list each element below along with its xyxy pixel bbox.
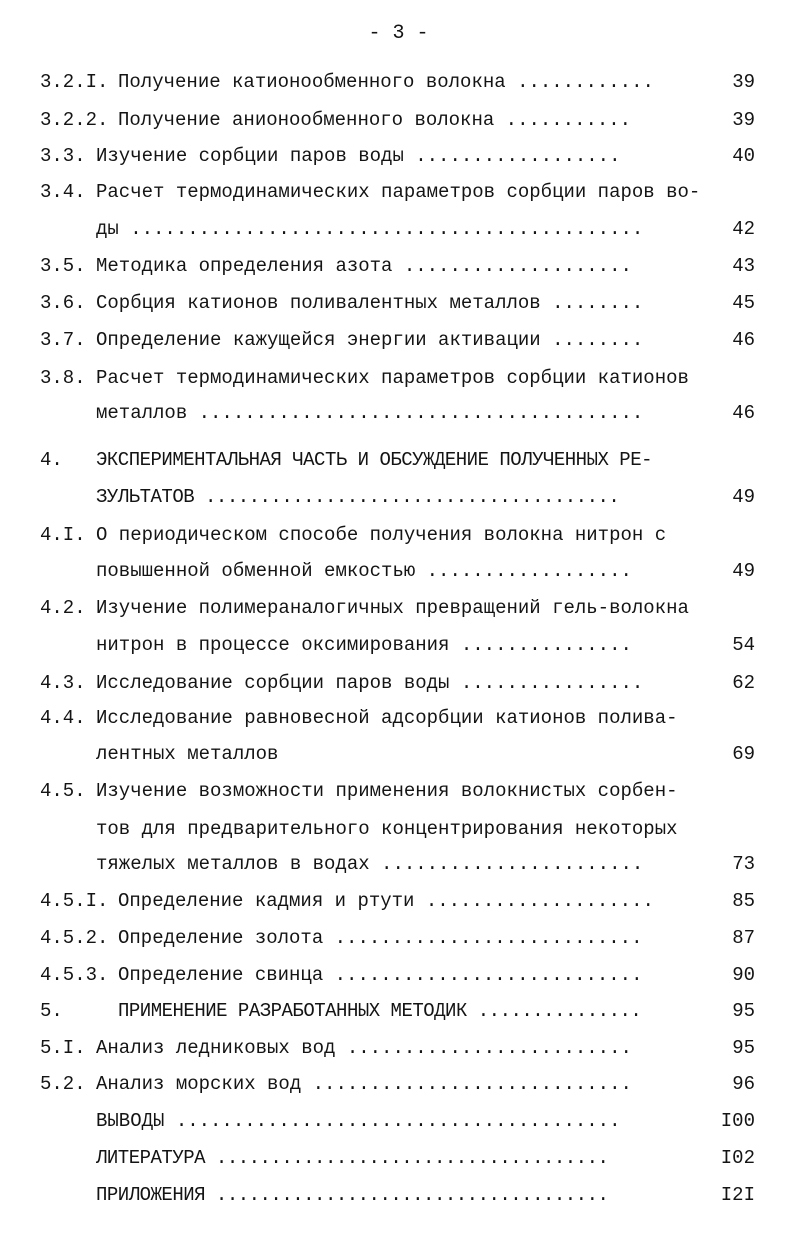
toc-text: О периодическом способе получения волокна нитрон с [96, 524, 667, 546]
toc-entry [0, 446, 797, 474]
page-number: - 3 - [368, 22, 429, 45]
toc-text: ЛИТЕРАТУРА .................................... [96, 1147, 609, 1169]
toc-page: 45 [732, 292, 755, 314]
toc-entry [0, 815, 797, 843]
toc-page: I02 [720, 1147, 755, 1169]
toc-entry [0, 68, 797, 96]
toc-number: 5.I. [40, 1037, 86, 1059]
toc-entry [0, 1107, 797, 1135]
toc-number: 4.5. [40, 780, 86, 802]
toc-number: 3.2.I. [40, 71, 109, 93]
toc-entry [0, 740, 797, 768]
toc-entry [0, 215, 797, 243]
toc-text: ЭКСПЕРИМЕНТАЛЬНАЯ ЧАСТЬ И ОБСУЖДЕНИЕ ПОЛУЧЕННЫХ РЕ- [96, 449, 652, 471]
toc-number: 5. [40, 1000, 63, 1022]
toc-number: 4.I. [40, 524, 86, 546]
toc-page: 46 [732, 329, 755, 351]
toc-text: ПРИМЕНЕНИЕ РАЗРАБОТАННЫХ МЕТОДИК ............... [118, 1000, 642, 1022]
toc-text: Изучение полимераналогичных превращений гель-волокна [96, 597, 689, 619]
toc-number: 3.6. [40, 292, 86, 314]
toc-text: Анализ ледниковых вод ......................... [96, 1037, 632, 1059]
toc-number: 4.4. [40, 707, 86, 729]
toc-text: тяжелых металлов в водах ....................... [96, 853, 644, 875]
toc-number: 4.3. [40, 672, 86, 694]
toc-number: 3.7. [40, 329, 86, 351]
toc-text: ЗУЛЬТАТОВ ...................................... [96, 486, 620, 508]
toc-number: 3.4. [40, 181, 86, 203]
toc-text: Определение кажущейся энергии активации ........ [96, 329, 644, 351]
toc-text: Исследование равновесной адсорбции катионов полива- [96, 707, 678, 729]
toc-entry [0, 961, 797, 989]
toc-number: 4.5.I. [40, 890, 109, 912]
toc-entry [0, 997, 797, 1025]
toc-text: Изучение сорбции паров воды .................. [96, 145, 621, 167]
toc-entry [0, 669, 797, 697]
toc-text: Получение катионообменного волокна ............ [118, 71, 654, 93]
toc-entry [0, 594, 797, 622]
toc-entry [0, 364, 797, 392]
toc-text: Определение кадмия и ртути .................... [118, 890, 654, 912]
toc-page: I00 [720, 1110, 755, 1132]
toc-entry [0, 631, 797, 659]
toc-number: 4.5.2. [40, 927, 109, 949]
toc-entry [0, 1070, 797, 1098]
toc-page: 43 [732, 255, 755, 277]
toc-text: лентных металлов [96, 743, 279, 765]
toc-page: 90 [732, 964, 755, 986]
toc-text: Методика определения азота .................... [96, 255, 632, 277]
toc-page: 87 [732, 927, 755, 949]
toc-page: 95 [732, 1037, 755, 1059]
toc-entry [0, 704, 797, 732]
toc-text: ды ............................................. [96, 218, 644, 240]
toc-number: 4. [40, 449, 63, 471]
toc-text: Сорбция катионов поливалентных металлов ........ [96, 292, 644, 314]
toc-page: 85 [732, 890, 755, 912]
toc-text: тов для предварительного концентрирования некоторых [96, 818, 678, 840]
toc-entry [0, 252, 797, 280]
toc-page: 54 [732, 634, 755, 656]
toc-entry [0, 289, 797, 317]
toc-entry [0, 924, 797, 952]
toc-text: ВЫВОДЫ ....................................... [96, 1110, 621, 1132]
toc-page: 39 [732, 71, 755, 93]
toc-page: 46 [732, 402, 755, 424]
toc-page: 49 [732, 486, 755, 508]
toc-text: Изучение возможности применения волокнистых сорбен- [96, 780, 678, 802]
toc-text: Анализ морских вод ............................ [96, 1073, 632, 1095]
toc-number: 3.3. [40, 145, 86, 167]
toc-page: 49 [732, 560, 755, 582]
toc-entry [0, 887, 797, 915]
toc-text: Расчет термодинамических параметров сорбции катионов [96, 367, 689, 389]
toc-text: Определение свинца ........................... [118, 964, 643, 986]
toc-page: 40 [732, 145, 755, 167]
toc-text: Определение золота ........................... [118, 927, 643, 949]
toc-text: Получение анионообменного волокна ........... [118, 109, 632, 131]
toc-page: 95 [732, 1000, 755, 1022]
toc-page: 42 [732, 218, 755, 240]
toc-page: 62 [732, 672, 755, 694]
toc-number: 4.2. [40, 597, 86, 619]
toc-entry [0, 1034, 797, 1062]
toc-page: 96 [732, 1073, 755, 1095]
toc-page: 39 [732, 109, 755, 131]
toc-entry [0, 106, 797, 134]
toc-text: Исследование сорбции паров воды ................ [96, 672, 644, 694]
toc-number: 3.5. [40, 255, 86, 277]
toc-text: Расчет термодинамических параметров сорбции паров во- [96, 181, 701, 203]
toc-page: 73 [732, 853, 755, 875]
toc-entry [0, 777, 797, 805]
toc-number: 3.2.2. [40, 109, 109, 131]
toc-text: повышенной обменной емкостью .................. [96, 560, 632, 582]
toc-text: нитрон в процессе оксимирования ............... [96, 634, 632, 656]
toc-entry [0, 326, 797, 354]
toc-entry [0, 483, 797, 511]
toc-entry [0, 399, 797, 427]
toc-page: I2I [720, 1184, 755, 1206]
toc-number: 4.5.3. [40, 964, 109, 986]
toc-page: 69 [732, 743, 755, 765]
toc-number: 3.8. [40, 367, 86, 389]
toc-entry [0, 142, 797, 170]
toc-entry [0, 557, 797, 585]
toc-entry [0, 178, 797, 206]
toc-text: ПРИЛОЖЕНИЯ .................................... [96, 1184, 609, 1206]
toc-text: металлов ....................................... [96, 402, 644, 424]
toc-entry [0, 1181, 797, 1209]
toc-entry [0, 1144, 797, 1172]
toc-entry [0, 521, 797, 549]
toc-entry [0, 850, 797, 878]
toc-number: 5.2. [40, 1073, 86, 1095]
